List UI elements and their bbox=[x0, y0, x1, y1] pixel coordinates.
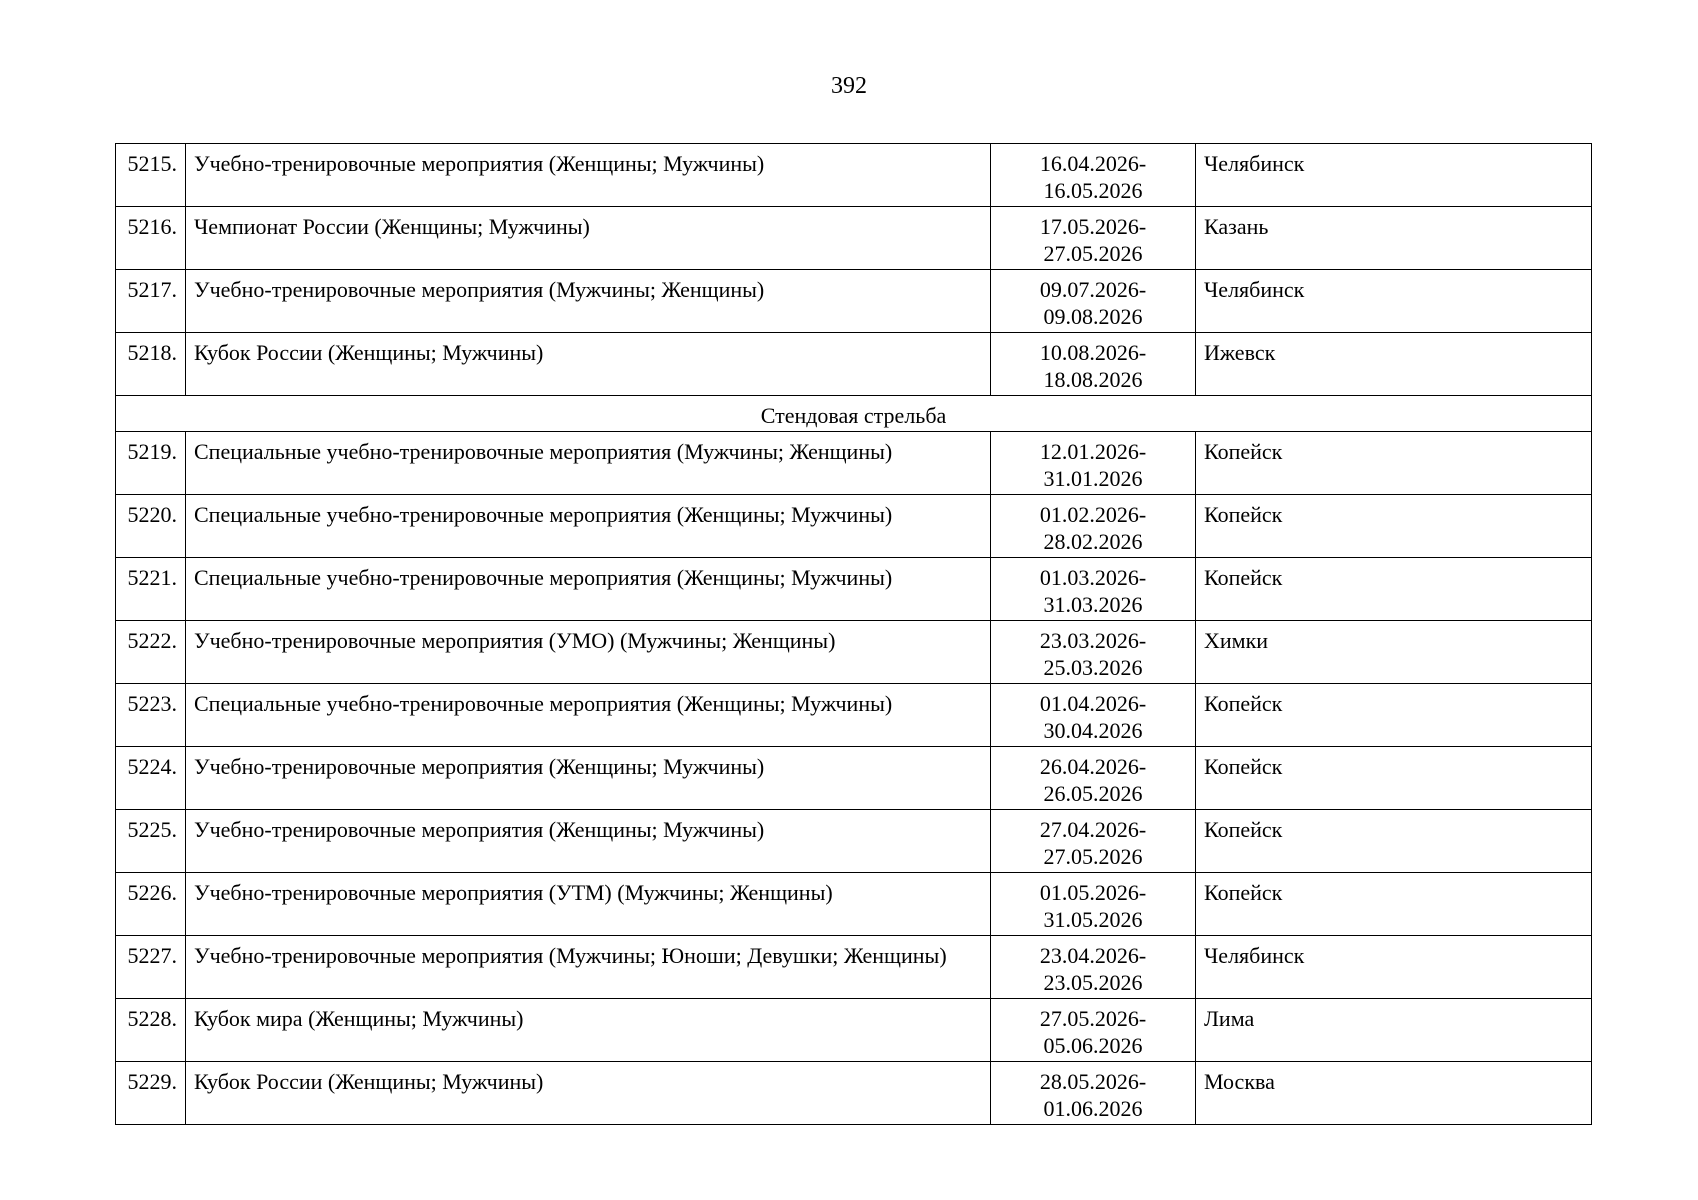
event-city: Челябинск bbox=[1196, 144, 1592, 207]
table-row bbox=[116, 684, 1592, 747]
event-name: Учебно-тренировочные мероприятия (Мужчины; Юноши; Девушки; Женщины) bbox=[186, 936, 991, 999]
row-number: 5227. bbox=[116, 936, 186, 999]
event-dates bbox=[991, 621, 1196, 684]
event-city: Копейск bbox=[1196, 432, 1592, 495]
event-city: Копейск bbox=[1196, 810, 1592, 873]
event-name: Специальные учебно-тренировочные мероприятия (Мужчины; Женщины) bbox=[186, 432, 991, 495]
event-city: Копейск bbox=[1196, 558, 1592, 621]
date-to: 31.05.2026 bbox=[1043, 907, 1143, 932]
date-to: 18.08.2026 bbox=[1043, 367, 1143, 392]
row-number: 5216. bbox=[116, 207, 186, 270]
event-dates bbox=[991, 873, 1196, 936]
table-row bbox=[116, 144, 1592, 207]
event-city: Копейск bbox=[1196, 747, 1592, 810]
event-name: Учебно-тренировочные мероприятия (Женщины; Мужчины) bbox=[186, 810, 991, 873]
event-name: Кубок мира (Женщины; Мужчины) bbox=[186, 999, 991, 1062]
event-dates bbox=[991, 270, 1196, 333]
table-row bbox=[116, 558, 1592, 621]
event-dates bbox=[991, 144, 1196, 207]
date-from: 10.08.2026- bbox=[1039, 340, 1147, 365]
row-number: 5217. bbox=[116, 270, 186, 333]
date-from: 28.05.2026- bbox=[1039, 1069, 1147, 1094]
event-dates bbox=[991, 1062, 1196, 1125]
event-dates bbox=[991, 999, 1196, 1062]
date-to: 09.08.2026 bbox=[1043, 304, 1143, 329]
table-row bbox=[116, 747, 1592, 810]
date-to: 05.06.2026 bbox=[1043, 1033, 1143, 1058]
date-to: 26.05.2026 bbox=[1043, 781, 1143, 806]
date-from: 01.02.2026- bbox=[1039, 502, 1147, 527]
event-dates bbox=[991, 207, 1196, 270]
event-name: Кубок России (Женщины; Мужчины) bbox=[186, 1062, 991, 1125]
event-city: Химки bbox=[1196, 621, 1592, 684]
event-dates bbox=[991, 495, 1196, 558]
section-row bbox=[116, 396, 1592, 432]
row-number: 5222. bbox=[116, 621, 186, 684]
date-to: 27.05.2026 bbox=[1043, 241, 1143, 266]
table-row bbox=[116, 432, 1592, 495]
row-number: 5221. bbox=[116, 558, 186, 621]
event-city: Копейск bbox=[1196, 684, 1592, 747]
row-number: 5223. bbox=[116, 684, 186, 747]
event-name: Специальные учебно-тренировочные мероприятия (Женщины; Мужчины) bbox=[186, 558, 991, 621]
event-city: Челябинск bbox=[1196, 936, 1592, 999]
events-table bbox=[115, 143, 1592, 1125]
table-row bbox=[116, 936, 1592, 999]
date-to: 16.05.2026 bbox=[1043, 178, 1143, 203]
table-row bbox=[116, 333, 1592, 396]
events-table-body bbox=[116, 144, 1592, 1125]
date-from: 01.04.2026- bbox=[1039, 691, 1147, 716]
event-name: Учебно-тренировочные мероприятия (УТМ) (Мужчины; Женщины) bbox=[186, 873, 991, 936]
row-number: 5228. bbox=[116, 999, 186, 1062]
date-to: 30.04.2026 bbox=[1043, 718, 1143, 743]
event-name: Специальные учебно-тренировочные мероприятия (Женщины; Мужчины) bbox=[186, 495, 991, 558]
event-dates bbox=[991, 432, 1196, 495]
date-from: 26.04.2026- bbox=[1039, 754, 1147, 779]
event-dates bbox=[991, 936, 1196, 999]
event-city: Казань bbox=[1196, 207, 1592, 270]
row-number: 5215. bbox=[116, 144, 186, 207]
event-city: Копейск bbox=[1196, 873, 1592, 936]
event-name: Учебно-тренировочные мероприятия (Мужчины; Женщины) bbox=[186, 270, 991, 333]
event-dates bbox=[991, 558, 1196, 621]
table-row bbox=[116, 207, 1592, 270]
table-row bbox=[116, 810, 1592, 873]
date-to: 28.02.2026 bbox=[1043, 529, 1143, 554]
date-from: 23.03.2026- bbox=[1039, 628, 1147, 653]
event-name: Кубок России (Женщины; Мужчины) bbox=[186, 333, 991, 396]
section-title: Стендовая стрельба bbox=[116, 396, 1592, 432]
row-number: 5219. bbox=[116, 432, 186, 495]
table-row bbox=[116, 1062, 1592, 1125]
table-row bbox=[116, 495, 1592, 558]
date-from: 23.04.2026- bbox=[1039, 943, 1147, 968]
table-row bbox=[116, 270, 1592, 333]
date-to: 27.05.2026 bbox=[1043, 844, 1143, 869]
date-from: 17.05.2026- bbox=[1039, 214, 1147, 239]
row-number: 5218. bbox=[116, 333, 186, 396]
row-number: 5224. bbox=[116, 747, 186, 810]
date-from: 09.07.2026- bbox=[1039, 277, 1147, 302]
table-row bbox=[116, 999, 1592, 1062]
date-from: 12.01.2026- bbox=[1039, 439, 1147, 464]
row-number: 5229. bbox=[116, 1062, 186, 1125]
event-dates bbox=[991, 810, 1196, 873]
event-dates bbox=[991, 333, 1196, 396]
event-city: Москва bbox=[1196, 1062, 1592, 1125]
event-city: Копейск bbox=[1196, 495, 1592, 558]
row-number: 5226. bbox=[116, 873, 186, 936]
table-row bbox=[116, 621, 1592, 684]
date-from: 01.03.2026- bbox=[1039, 565, 1147, 590]
table-row bbox=[116, 873, 1592, 936]
event-city: Челябинск bbox=[1196, 270, 1592, 333]
date-from: 27.05.2026- bbox=[1039, 1006, 1147, 1031]
page-number: 392 bbox=[831, 73, 867, 99]
event-city: Ижевск bbox=[1196, 333, 1592, 396]
date-from: 01.05.2026- bbox=[1039, 880, 1147, 905]
row-number: 5220. bbox=[116, 495, 186, 558]
event-name: Учебно-тренировочные мероприятия (УМО) (Мужчины; Женщины) bbox=[186, 621, 991, 684]
event-dates bbox=[991, 747, 1196, 810]
event-dates bbox=[991, 684, 1196, 747]
event-name: Учебно-тренировочные мероприятия (Женщины; Мужчины) bbox=[186, 144, 991, 207]
event-name: Специальные учебно-тренировочные мероприятия (Женщины; Мужчины) bbox=[186, 684, 991, 747]
date-from: 16.04.2026- bbox=[1039, 151, 1147, 176]
event-name: Учебно-тренировочные мероприятия (Женщины; Мужчины) bbox=[186, 747, 991, 810]
date-from: 27.04.2026- bbox=[1039, 817, 1147, 842]
date-to: 31.03.2026 bbox=[1043, 592, 1143, 617]
date-to: 01.06.2026 bbox=[1043, 1096, 1143, 1121]
date-to: 23.05.2026 bbox=[1043, 970, 1143, 995]
row-number: 5225. bbox=[116, 810, 186, 873]
date-to: 25.03.2026 bbox=[1043, 655, 1143, 680]
date-to: 31.01.2026 bbox=[1043, 466, 1143, 491]
event-city: Лима bbox=[1196, 999, 1592, 1062]
event-name: Чемпионат России (Женщины; Мужчины) bbox=[186, 207, 991, 270]
